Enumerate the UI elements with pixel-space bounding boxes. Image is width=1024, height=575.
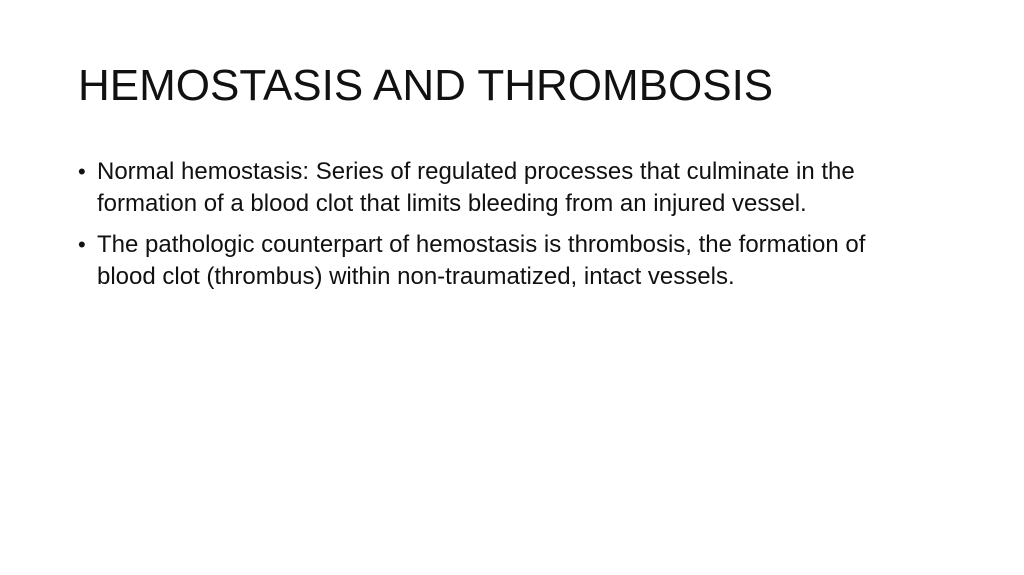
bullet-text: The pathologic counterpart of hemostasis is thrombosis, the formation of blood clot (thrombus) within non-traumatized, intact vessels. (97, 231, 866, 290)
bullet-item (78, 229, 918, 293)
bullet-icon: • (78, 232, 86, 257)
bullet-list (78, 156, 918, 302)
bullet-text: Normal hemostasis: Series of regulated processes that culminate in the formation of a blood clot that limits bleeding from an injured vessel. (97, 158, 855, 217)
slide-title: HEMOSTASIS AND THROMBOSIS (78, 61, 774, 110)
bullet-icon: • (78, 159, 86, 184)
bullet-item (78, 156, 918, 220)
